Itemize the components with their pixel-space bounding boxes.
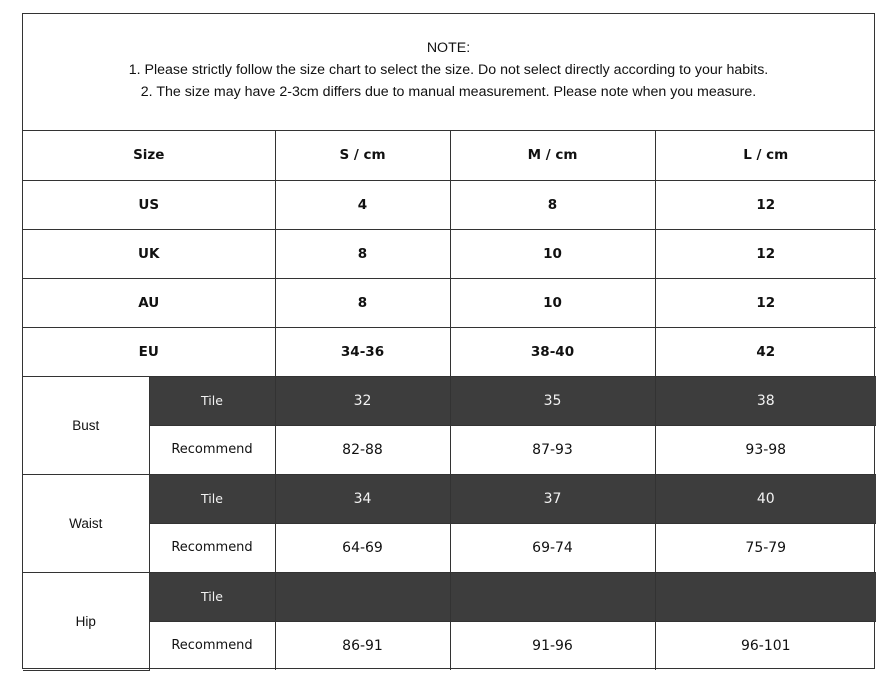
recommend-label: Recommend: [149, 425, 275, 474]
size-l-value: 12: [655, 278, 876, 327]
region-label: AU: [23, 278, 275, 327]
size-s-value: [275, 572, 450, 621]
header-row: [23, 131, 876, 180]
group-label-waist: Waist: [23, 474, 149, 572]
conversion-row-au: [23, 278, 876, 327]
size-l-value: 75-79: [655, 523, 876, 572]
note-title: NOTE:: [426, 40, 471, 56]
size-l-value: 96-101: [655, 621, 876, 670]
size-note: [23, 14, 874, 131]
header-m: M / cm: [450, 131, 655, 180]
size-m-value: 8: [450, 180, 655, 229]
hip-tile-row: [23, 572, 876, 621]
size-m-value: 87-93: [450, 425, 655, 474]
tile-label: Tile: [149, 572, 275, 621]
size-s-value: 34: [275, 474, 450, 523]
size-s-value: 34-36: [275, 327, 450, 376]
region-label: US: [23, 180, 275, 229]
group-label-bust: Bust: [23, 376, 149, 474]
size-s-value: 32: [275, 376, 450, 425]
group-label-hip: Hip: [23, 572, 149, 670]
size-m-value: 10: [450, 229, 655, 278]
size-m-value: 35: [450, 376, 655, 425]
note-line-2: 2. The size may have 2-3cm differs due to manual measurement. Please note when you measure.: [140, 84, 757, 100]
conversion-row-uk: [23, 229, 876, 278]
conversion-row-us: [23, 180, 876, 229]
size-l-value: 12: [655, 229, 876, 278]
size-s-value: 64-69: [275, 523, 450, 572]
size-l-value: 12: [655, 180, 876, 229]
bust-tile-row: [23, 376, 876, 425]
size-m-value: 69-74: [450, 523, 655, 572]
region-label: UK: [23, 229, 275, 278]
header-s: S / cm: [275, 131, 450, 180]
waist-tile-row: [23, 474, 876, 523]
size-m-value: 37: [450, 474, 655, 523]
recommend-label: Recommend: [149, 523, 275, 572]
size-m-value: [450, 572, 655, 621]
size-s-value: 8: [275, 278, 450, 327]
tile-label: Tile: [149, 474, 275, 523]
size-m-value: 91-96: [450, 621, 655, 670]
size-l-value: 38: [655, 376, 876, 425]
size-l-value: 40: [655, 474, 876, 523]
size-l-value: 93-98: [655, 425, 876, 474]
note-line-1: 1. Please strictly follow the size chart to select the size. Do not select directly according to your habits.: [128, 62, 769, 78]
size-s-value: 82-88: [275, 425, 450, 474]
size-m-value: 38-40: [450, 327, 655, 376]
hip-recommend-row: [23, 621, 876, 670]
size-m-value: 10: [450, 278, 655, 327]
bust-recommend-row: [23, 425, 876, 474]
conversion-row-eu: [23, 327, 876, 376]
header-l: L / cm: [655, 131, 876, 180]
tile-label: Tile: [149, 376, 275, 425]
size-s-value: 86-91: [275, 621, 450, 670]
size-l-value: 42: [655, 327, 876, 376]
size-l-value: [655, 572, 876, 621]
region-label: EU: [23, 327, 275, 376]
header-size: Size: [23, 131, 275, 180]
waist-recommend-row: [23, 523, 876, 572]
recommend-label: Recommend: [149, 621, 275, 670]
size-s-value: 4: [275, 180, 450, 229]
size-s-value: 8: [275, 229, 450, 278]
size-chart: [22, 13, 875, 669]
size-table: [23, 131, 876, 671]
